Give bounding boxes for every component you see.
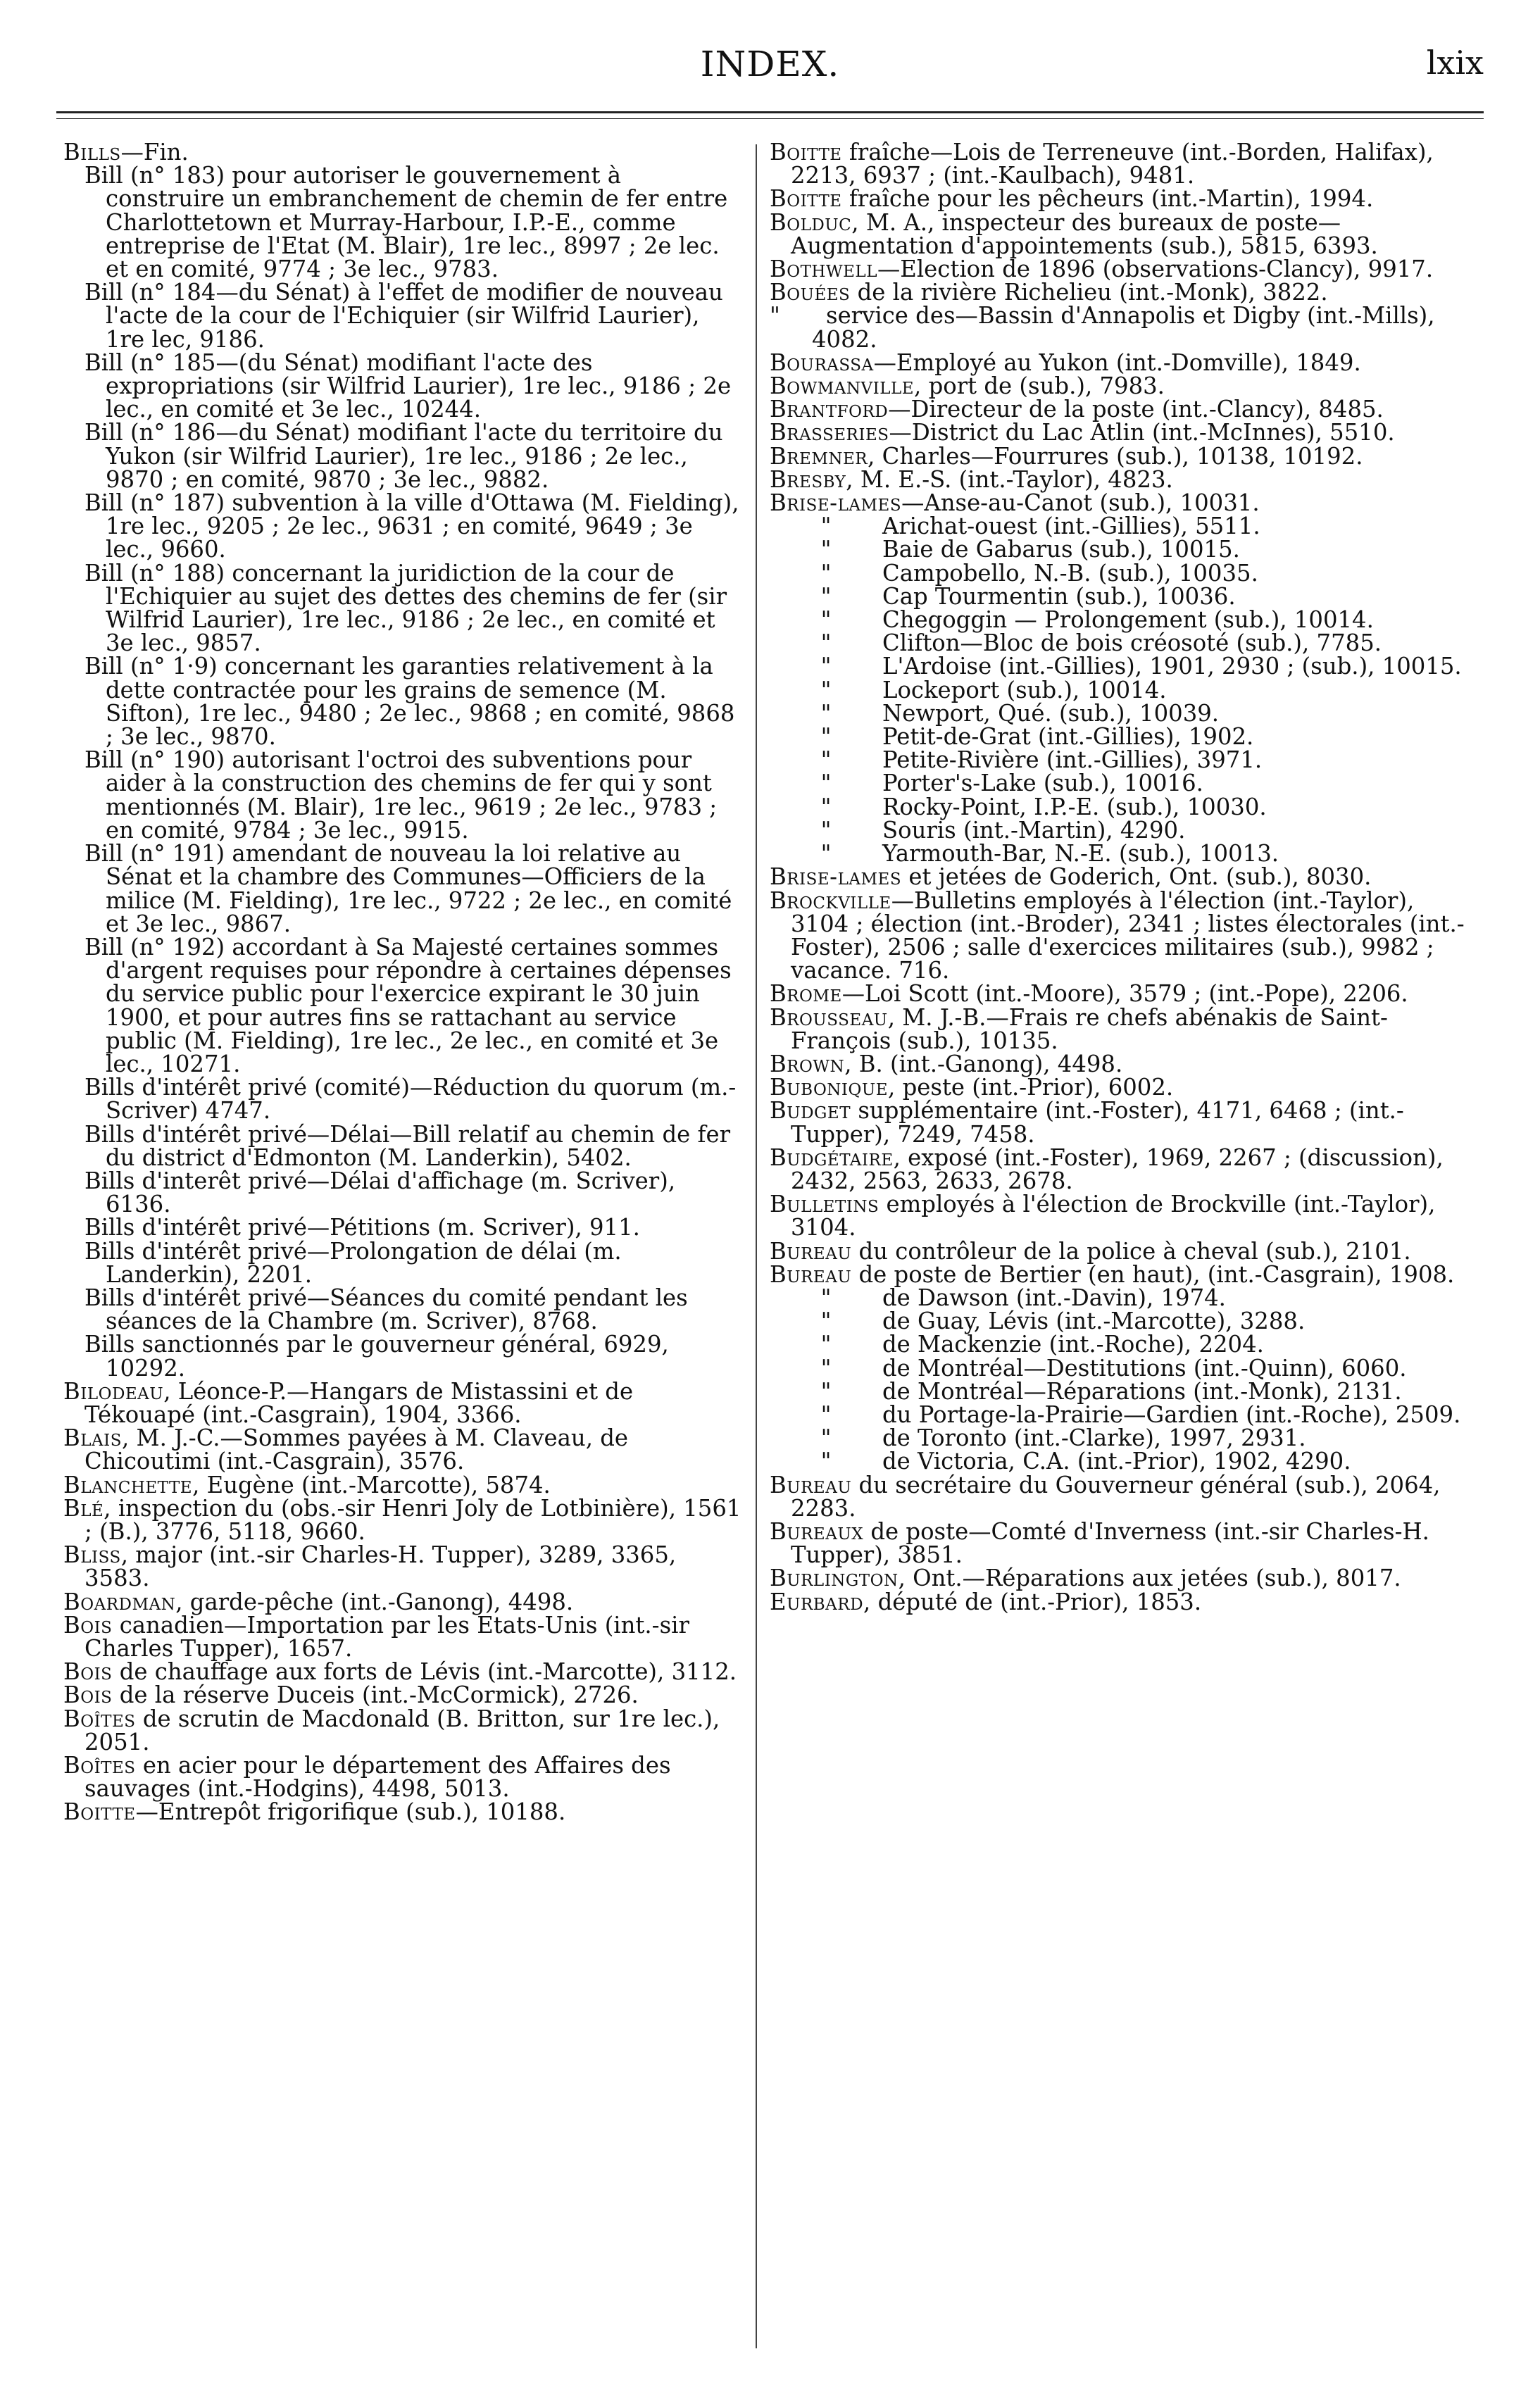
entry-text: Lockeport (sub.), 10014.: [882, 676, 1167, 703]
entry-text: , Léonce-P.—Hangars de Mistassini et de Tékouapé (int.-Casgrain), 1904, 3366.: [84, 1377, 634, 1428]
index-entry: [63, 491, 743, 562]
index-entry: [63, 1424, 743, 1475]
entry-text: Bills d'intérêt privé—Pétitions (m. Scriver), 911.: [84, 1214, 640, 1241]
entry-heading: Blais: [63, 1424, 122, 1452]
entry-text: —District du Lac Atlin (int.-McInnes), 5510.: [889, 419, 1395, 446]
entry-text: —Anse-au-Canot (sub.), 10031.: [901, 489, 1260, 517]
entry-text: Baie de Gabarus (sub.), 10015.: [882, 536, 1240, 563]
index-entry: [770, 1333, 1477, 1356]
entry-heading: Bureau: [770, 1237, 852, 1265]
entry-text: , exposé (int.-Foster), 1969, 2267 ; (discussion), 2432, 2563, 2633, 2678.: [791, 1144, 1444, 1194]
entry-text: —Employé au Yukon (int.-Domville), 1849.: [873, 349, 1361, 376]
ditto-mark: ": [820, 1424, 832, 1452]
entry-heading: Bliss: [63, 1541, 121, 1569]
entry-text: Chegoggin — Prolongement (sub.), 10014.: [882, 606, 1374, 634]
entry-heading: Boardman: [63, 1588, 176, 1615]
index-entry: [770, 1588, 1477, 1615]
index-entry: [63, 746, 743, 844]
index-entry: [770, 608, 1477, 632]
index-entry: [63, 351, 743, 422]
index-entry: [770, 676, 1477, 703]
entry-heading: Brousseau: [770, 1003, 888, 1031]
entry-heading: Eurbard: [770, 1588, 864, 1615]
entry-text: service des—Bassin d'Annapolis et Digby (int.-Mills), 4082.: [812, 302, 1435, 353]
index-entry: [63, 1798, 743, 1826]
ditto-mark: ": [820, 1377, 832, 1405]
entry-text: , M. E.-S. (int.-Taylor), 4823.: [846, 465, 1173, 493]
index-entry: [770, 1050, 1477, 1077]
entry-text: supplémentaire (int.-Foster), 4171, 6468 ; (int.-Tupper), 7249, 7458.: [791, 1097, 1404, 1148]
index-entry: [770, 465, 1477, 493]
index-entry: [770, 1354, 1477, 1382]
entry-text: de chauffage aux forts de Lévis (int.-Marcotte), 3112.: [112, 1658, 737, 1686]
index-entry: [770, 491, 1477, 515]
entry-text: employés à l'élection de Brockville (int.-Taylor), 3104.: [791, 1191, 1436, 1241]
entry-text: —Election de 1896 (observations-Clancy), 9917.: [877, 256, 1434, 283]
entry-heading: Brise-lames: [770, 863, 902, 891]
entry-text: , M. J.-B.—Frais re chefs abénakis de Saint-François (sub.), 10135.: [791, 1003, 1388, 1054]
entry-text: , député de (int.-Prior), 1853.: [863, 1588, 1202, 1615]
index-entry: [63, 1286, 743, 1333]
entry-text: Bill (n° 187) subvention à la ville d'Ottawa (M. Fielding), 1re lec., 9205 ; 2e lec., 9631 ; en comité, 9649 ; 3e lec., 9660.: [84, 489, 739, 563]
entry-heading: Bois: [63, 1682, 113, 1709]
entry-text: de Guay, Lévis (int.-Marcotte), 3288.: [882, 1308, 1306, 1335]
index-entry: [770, 655, 1477, 678]
index-entry: [770, 187, 1477, 211]
entry-heading: Brasseries: [770, 419, 889, 446]
index-entry: [63, 1471, 743, 1498]
entry-text: Newport, Qué. (sub.), 10039.: [882, 699, 1220, 727]
index-entry: [63, 559, 743, 657]
entry-heading: Boitte: [770, 139, 842, 165]
entry-heading: Blé: [63, 1494, 104, 1522]
index-entry: [63, 1543, 743, 1590]
entry-heading: Bresby: [770, 465, 846, 493]
index-entry: [770, 1450, 1477, 1473]
ditto-mark: ": [770, 302, 780, 330]
ditto-mark: ": [820, 630, 832, 657]
entry-text: de Montréal—Réparations (int.-Monk), 2131.: [882, 1377, 1402, 1405]
index-entry: [770, 1076, 1477, 1099]
page-title: INDEX.: [700, 44, 840, 84]
entry-text: , Charles—Fourrures (sub.), 10138, 10192.: [868, 442, 1363, 470]
entry-text: Petit-de-Grat (int.-Gillies), 1902.: [882, 723, 1254, 751]
entry-text: Bill (n° 192) accordant à Sa Majesté certaines sommes d'argent requises pour répondre à certaines dépenses du service public pour l'exercice expirant le 30 juin 1900, et pour autres fins se rattachant au service public (M. Fielding), 1re lec., 2e lec., en comité et 3e lec., 10271.: [84, 933, 732, 1077]
index-entry: [770, 840, 1477, 868]
entry-text: Bills d'intérêt privé—Délai—Bill relatif au chemin de fer du district d'Edmonton (M. Landerkin), 5402.: [84, 1120, 731, 1171]
index-entry: [770, 1471, 1477, 1522]
entry-text: de scrutin de Macdonald (B. Britton, sur 1re lec.), 2051.: [84, 1705, 720, 1755]
index-entry: [63, 1754, 743, 1801]
index-entry: [770, 865, 1477, 889]
index-entry: [770, 421, 1477, 444]
left-column: [63, 141, 743, 1824]
ditto-mark: ": [820, 606, 832, 634]
index-entry: [770, 258, 1477, 281]
entry-heading: Bills: [63, 139, 121, 165]
ditto-mark: ": [820, 582, 832, 610]
index-entry: [770, 398, 1477, 421]
index-entry: [770, 632, 1477, 655]
index-entry: [770, 793, 1477, 820]
index-entry: [770, 1003, 1477, 1054]
entry-text: , M. A., inspecteur des bureaux de poste—Augmentation d'appointements (sub.), 5815, 6393.: [791, 208, 1378, 259]
index-entry: [770, 281, 1477, 304]
ditto-mark: ": [820, 1401, 832, 1428]
ditto-mark: ": [820, 1448, 832, 1475]
ditto-mark: ": [820, 676, 832, 703]
index-entry: [63, 141, 743, 164]
entry-text: de poste de Bertier (en haut), (int.-Casgrain), 1908.: [851, 1260, 1455, 1288]
entry-text: Bill (n° 188) concernant la juridiction de la cour de l'Echiquier au sujet des dettes des chemins de fer (sir Wilfrid Laurier), 1re lec., 9186 ; 2e lec., en comité et 3e lec., 9857.: [84, 559, 727, 657]
index-entry: [63, 1377, 743, 1428]
entry-heading: Bubonique: [770, 1074, 889, 1101]
entry-heading: Bourassa: [770, 349, 874, 376]
index-entry: [770, 1377, 1477, 1405]
ditto-mark: ": [820, 699, 832, 727]
entry-text: Bills d'intérêt privé—Prolongation de délai (m. Landerkin), 2201.: [84, 1237, 622, 1288]
ditto-mark: ": [820, 840, 832, 868]
entry-heading: Blanchette: [63, 1471, 193, 1498]
entry-text: , Eugène (int.-Marcotte), 5874.: [192, 1471, 551, 1498]
index-entry: [770, 772, 1477, 795]
entry-text: de poste—Comté d'Inverness (int.-sir Charles-H. Tupper), 3851.: [791, 1517, 1429, 1569]
entry-heading: Boîtes: [63, 1752, 136, 1779]
index-entry: [770, 746, 1477, 774]
index-entry: [63, 1216, 743, 1239]
entry-text: , peste (int.-Prior), 6002.: [888, 1074, 1174, 1101]
entry-heading: Bowmanville: [770, 372, 915, 400]
entry-text: , B. (int.-Ganong), 4498.: [844, 1050, 1123, 1077]
index-entry: [63, 164, 743, 281]
index-entry: [770, 725, 1477, 749]
index-entry: [770, 982, 1477, 1006]
entry-heading: Bothwell: [770, 256, 877, 283]
entry-heading: Bouées: [770, 279, 851, 306]
ditto-mark: ": [820, 1354, 832, 1382]
index-entry: [63, 842, 743, 936]
ditto-mark: ": [820, 513, 832, 540]
ditto-mark: ": [820, 770, 832, 797]
entry-text: de Montréal—Destitutions (int.-Quinn), 6060.: [882, 1354, 1407, 1382]
entry-heading: Brise-lames: [770, 489, 902, 517]
index-entry: [770, 1193, 1477, 1239]
entry-text: , garde-pêche (int.-Ganong), 4498.: [175, 1588, 574, 1615]
index-entry: [63, 1237, 743, 1288]
entry-text: en acier pour le département des Affaires des sauvages (int.-Hodgins), 4498, 5013.: [84, 1752, 671, 1803]
index-entry: [63, 281, 743, 351]
entry-text: de Mackenzie (int.-Roche), 2204.: [882, 1331, 1264, 1358]
index-entry: [770, 538, 1477, 561]
entry-text: —Entrepôt frigorifique (sub.), 10188.: [135, 1798, 566, 1826]
entry-text: Bills d'intérêt privé (comité)—Réduction du quorum (m.-Scriver) 4747.: [84, 1074, 737, 1125]
entry-heading: Bilodeau: [63, 1377, 164, 1405]
entry-heading: Bois: [63, 1611, 113, 1639]
index-entry: [63, 655, 743, 749]
index-entry: [63, 1611, 743, 1662]
entry-text: , inspection du (obs.-sir Henri Joly de Lotbinière), 1561 ; (B.), 3776, 5118, 9660.: [84, 1494, 741, 1545]
index-entry: [770, 442, 1477, 470]
entry-text: Arichat-ouest (int.-Gillies), 5511.: [882, 513, 1260, 540]
entry-text: Cap Tourmentin (sub.), 10036.: [882, 582, 1236, 610]
index-entry: [63, 1120, 743, 1171]
entry-text: de la rivière Richelieu (int.-Monk), 3822.: [850, 279, 1328, 306]
index-entry: [63, 1167, 743, 1218]
entry-text: Bills d'interêt privé—Délai d'affichage (m. Scriver), 6136.: [84, 1167, 676, 1218]
index-entry: [770, 304, 1477, 351]
column-divider: [756, 144, 757, 2348]
entry-text: canadien—Importation par les Etats-Unis (int.-sir Charles Tupper), 1657.: [84, 1611, 689, 1662]
entry-text: Souris (int.-Martin), 4290.: [882, 816, 1186, 844]
ditto-mark: ": [820, 559, 832, 587]
entry-text: Bills d'intérêt privé—Séances du comité pendant les séances de la Chambre (m. Scriver), 8768.: [84, 1284, 688, 1335]
index-entry: [63, 1660, 743, 1684]
index-entry: [63, 1588, 743, 1615]
index-entry: [770, 515, 1477, 538]
entry-heading: Burlington: [770, 1565, 899, 1592]
entry-heading: Boitte: [770, 185, 842, 213]
page-header: [56, 44, 1484, 100]
entry-heading: Bureaux: [770, 1517, 864, 1545]
entry-text: Bill (n° 1·9) concernant les garanties relativement à la dette contractée pour les grains de semence (M. Sifton), 1re lec., 9480 ; 2e lec., 9868 ; en comité, 9868 ; 3e lec., 9870.: [84, 653, 735, 751]
entry-text: de Dawson (int.-Davin), 1974.: [882, 1284, 1226, 1311]
entry-text: , port de (sub.), 7983.: [914, 372, 1165, 400]
entry-text: de Victoria, C.A. (int.-Prior), 1902, 4290.: [882, 1448, 1351, 1475]
entry-text: Bill (n° 184—du Sénat) à l'effet de modifier de nouveau l'acte de la cour de l'Echiquier (sir Wilfrid Laurier), 1re lec, 9186.: [84, 279, 723, 353]
entry-heading: Bremner: [770, 442, 868, 470]
index-entry: [63, 421, 743, 491]
index-entry: [770, 1286, 1477, 1310]
entry-text: de la réserve Duceis (int.-McCormick), 2726.: [112, 1682, 639, 1709]
ditto-mark: ": [820, 1284, 832, 1311]
entry-text: du contrôleur de la police à cheval (sub.), 2101.: [851, 1237, 1411, 1265]
index-entry: [63, 1494, 743, 1545]
entry-text: Porter's-Lake (sub.), 10016.: [882, 770, 1203, 797]
page-number: lxix: [1426, 44, 1484, 82]
ditto-mark: ": [820, 653, 832, 680]
entry-heading: Bois: [63, 1658, 113, 1686]
index-entry: [63, 1684, 743, 1707]
index-entry: [63, 1331, 743, 1382]
header-rule-thin: [56, 118, 1484, 119]
ditto-mark: ": [820, 536, 832, 563]
entry-text: L'Ardoise (int.-Gillies), 1901, 2930 ; (sub.), 10015.: [882, 653, 1462, 680]
entry-heading: Boîtes: [63, 1705, 136, 1732]
index-entry: [770, 559, 1477, 587]
entry-text: Petite-Rivière (int.-Gillies), 3971.: [882, 746, 1263, 774]
entry-heading: Budgétaire: [770, 1144, 894, 1171]
entry-heading: Brown: [770, 1050, 845, 1077]
entry-text: —Fin.: [120, 139, 189, 165]
entry-text: , Ont.—Réparations aux jetées (sub.), 8017.: [898, 1565, 1401, 1592]
entry-text: fraîche pour les pêcheurs (int.-Martin), 1994.: [841, 185, 1374, 213]
index-entry: [63, 1074, 743, 1125]
index-entry: [770, 208, 1477, 259]
ditto-mark: ": [820, 1308, 832, 1335]
entry-text: Rocky-Point, I.P.-E. (sub.), 10030.: [882, 793, 1267, 820]
entry-text: Clifton—Bloc de bois créosoté (sub.), 7785.: [882, 630, 1382, 657]
entry-text: et jetées de Goderich, Ont. (sub.), 8030.: [901, 863, 1372, 891]
ditto-mark: ": [820, 816, 832, 844]
index-entry: [770, 141, 1477, 187]
index-entry: [770, 372, 1477, 400]
entry-heading: Bureau: [770, 1471, 852, 1498]
entry-text: Bill (n° 185—(du Sénat) modifiant l'acte des expropriations (sir Wilfrid Laurier), 1re lec., 9186 ; 2e lec., en comité et 3e lec., 10244.: [84, 349, 732, 423]
index-entry: [770, 1260, 1477, 1288]
entry-text: —Bulletins employés à l'élection (int.-Taylor), 3104 ; élection (int.-Broder), 2341 ; listes électorales (int.-Foster), 2506 ; salle d'exercices militaires (sub.), 9982 ; vacance. 716.: [791, 887, 1465, 984]
entry-text: Campobello, N.-B. (sub.), 10035.: [882, 559, 1258, 587]
entry-heading: Boitte: [63, 1798, 136, 1826]
ditto-mark: ": [820, 1331, 832, 1358]
entry-text: , major (int.-sir Charles-H. Tupper), 3289, 3365, 3583.: [84, 1541, 677, 1592]
entry-text: de Toronto (int.-Clarke), 1997, 2931.: [882, 1424, 1306, 1452]
entry-heading: Bulletins: [770, 1191, 879, 1218]
entry-text: du Portage-la-Prairie—Gardien (int.-Roche), 2509.: [882, 1401, 1461, 1428]
index-entry: [770, 1567, 1477, 1590]
index-entry: [770, 1099, 1477, 1146]
index-entry: [770, 351, 1477, 375]
entry-text: , M. J.-C.—Sommes payées à M. Claveau, de Chicoutimi (int.-Casgrain), 3576.: [84, 1424, 629, 1475]
index-entry: [770, 1237, 1477, 1265]
entry-text: Yarmouth-Bar, N.-E. (sub.), 10013.: [882, 840, 1279, 868]
index-entry: [770, 1424, 1477, 1452]
index-entry: [770, 816, 1477, 844]
entry-heading: Brantford: [770, 396, 889, 423]
entry-heading: Bolduc: [770, 208, 852, 236]
header-rule-thick: [56, 111, 1484, 113]
index-entry: [770, 582, 1477, 610]
index-entry: [770, 1146, 1477, 1193]
entry-text: fraîche—Lois de Terreneuve (int.-Borden, Halifax), 2213, 6937 ; (int.-Kaulbach), 9481.: [791, 139, 1434, 189]
ditto-mark: ": [820, 746, 832, 774]
index-entry: [770, 889, 1477, 983]
entry-heading: Budget: [770, 1097, 851, 1125]
entry-text: Bills sanctionnés par le gouverneur général, 6929, 10292.: [84, 1331, 669, 1382]
ditto-mark: ": [820, 793, 832, 820]
entry-heading: Brockville: [770, 887, 891, 914]
index-entry: [770, 699, 1477, 727]
entry-heading: Brome: [770, 980, 842, 1008]
index-entry: [770, 1310, 1477, 1333]
entry-text: Bill (n° 186—du Sénat) modifiant l'acte du territoire du Yukon (sir Wilfrid Laurier), 1re lec., 9186 ; 2e lec., 9870 ; en comité, 9870 ; 3e lec., 9882.: [84, 419, 723, 493]
entry-text: Bill (n° 183) pour autoriser le gouvernement à construire un embranchement de chemin de fer entre Charlottetown et Murray-Harbour, I.P.-E., comme entreprise de l'Etat (M. Blair), 1re lec., 8997 ; 2e lec. et en comité, 9774 ; 3e lec., 9783.: [84, 162, 728, 283]
entry-text: Bill (n° 191) amendant de nouveau la loi relative au Sénat et la chambre des Communes—Officiers de la milice (M. Fielding), 1re lec., 9722 ; 2e lec., en comité et 3e lec., 9867.: [84, 840, 732, 937]
index-entry: [770, 1403, 1477, 1427]
entry-text: —Directeur de la poste (int.-Clancy), 8485.: [888, 396, 1384, 423]
entry-text: —Loi Scott (int.-Moore), 3579 ; (int.-Pope), 2206.: [841, 980, 1408, 1008]
index-entry: [63, 1705, 743, 1755]
right-column: [770, 141, 1477, 1614]
index-entry: [770, 1517, 1477, 1569]
index-entry: [63, 933, 743, 1077]
ditto-mark: ": [820, 723, 832, 751]
entry-heading: Bureau: [770, 1260, 852, 1288]
entry-text: Bill (n° 190) autorisant l'octroi des subventions pour aider à la construction des chemins de fer qui y sont mentionnés (M. Blair), 1re lec., 9619 ; 2e lec., 9783 ; en comité, 9784 ; 3e lec., 9915.: [84, 746, 718, 844]
entry-text: du secrétaire du Gouverneur général (sub.), 2064, 2283.: [791, 1471, 1441, 1522]
